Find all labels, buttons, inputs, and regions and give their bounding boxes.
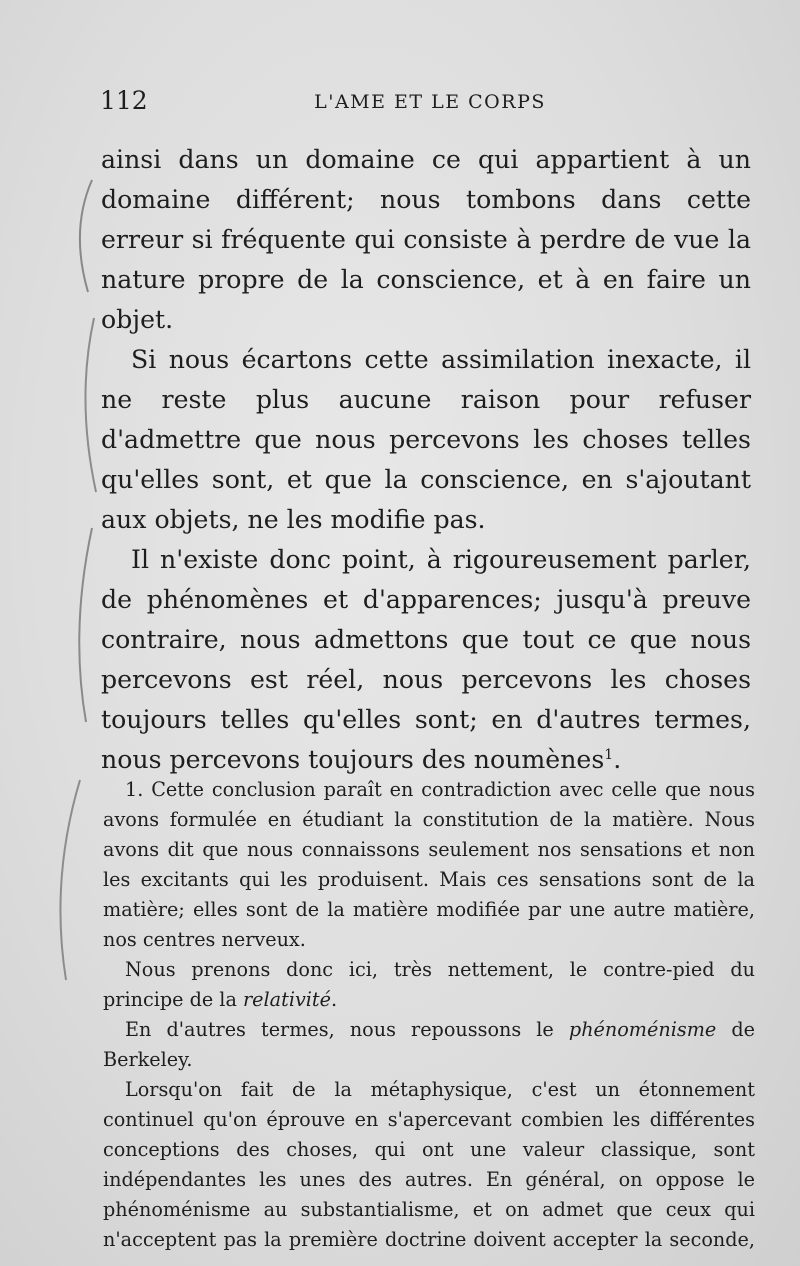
footnotes: [103, 775, 755, 1255]
paragraph-3-text: Il n'existe donc point, à rigoureusement parler, de phénomènes et d'apparences; jusqu'à preuve contraire, nous admettons que tout ce que nous percevons est réel, nous percevons les choses toujours telles qu'elles sont; en d'autres termes, nous percevons toujours des noumènes: [101, 545, 751, 774]
footnote-1: 1. Cette conclusion paraît en contradiction avec celle que nous avons formulée en étudiant la constitution de la matière. Nous avons dit que nous connaissons seulement nos sensations et non les excitants qui les produisent. Mais ces sensations sont de la matière; elles sont de la matière modifiée par une autre matière, nos centres nerveux.: [103, 778, 755, 951]
running-title: L'AME ET LE CORPS: [314, 91, 546, 113]
footnote-reference: 1: [604, 747, 614, 763]
paragraph-3: [101, 540, 751, 780]
fn3-italic-term: phénoménisme: [568, 1018, 717, 1041]
fn3-end: de Berkeley.: [103, 1018, 756, 1071]
footnote-paragraph-3: [103, 1015, 755, 1075]
footnote-paragraph-4: Lorsqu'on fait de la métaphysique, c'est un étonnement continuel qu'on éprouve en s'apercevant combien les différentes conceptions des choses, qui ont une valeur classique, sont indépendantes les unes des autres. En général, on oppose le phénoménisme au substantialisme, et on admet que ceux qui n'acceptent pas la première doctrine doivent accepter la seconde,: [103, 1078, 755, 1251]
fn3-text: En d'autres termes, nous repoussons le: [125, 1018, 554, 1041]
pencil-bracket-1: [80, 180, 92, 292]
paragraph-2: Si nous écartons cette assimilation inexacte, il ne reste plus aucune raison pour refuser d'admettre que nous percevons les choses telles qu'elles sont, et que la conscience, en s'ajoutant aux objets, ne les modifie pas.: [101, 345, 751, 534]
fn2-text: Nous prenons donc ici, très nettement, le contre-pied du principe de la: [103, 958, 755, 1011]
page-header: [100, 86, 750, 116]
paragraph-3-end: .: [613, 745, 622, 774]
main-text: [101, 140, 751, 780]
pencil-bracket-2: [85, 318, 96, 492]
pencil-bracket-3: [79, 528, 92, 722]
pencil-bracket-4: [60, 780, 80, 980]
fn2-end: .: [331, 988, 338, 1011]
fn2-italic-term: relativité: [243, 988, 331, 1011]
footnote-paragraph-2: [103, 955, 755, 1015]
paragraph-1: ainsi dans un domaine ce qui appartient à un domaine différent; nous tombons dans cette erreur si fréquente qui consiste à perdre de vue la nature propre de la conscience, et à en faire un objet.: [101, 145, 751, 334]
page-number: 112: [100, 86, 148, 115]
